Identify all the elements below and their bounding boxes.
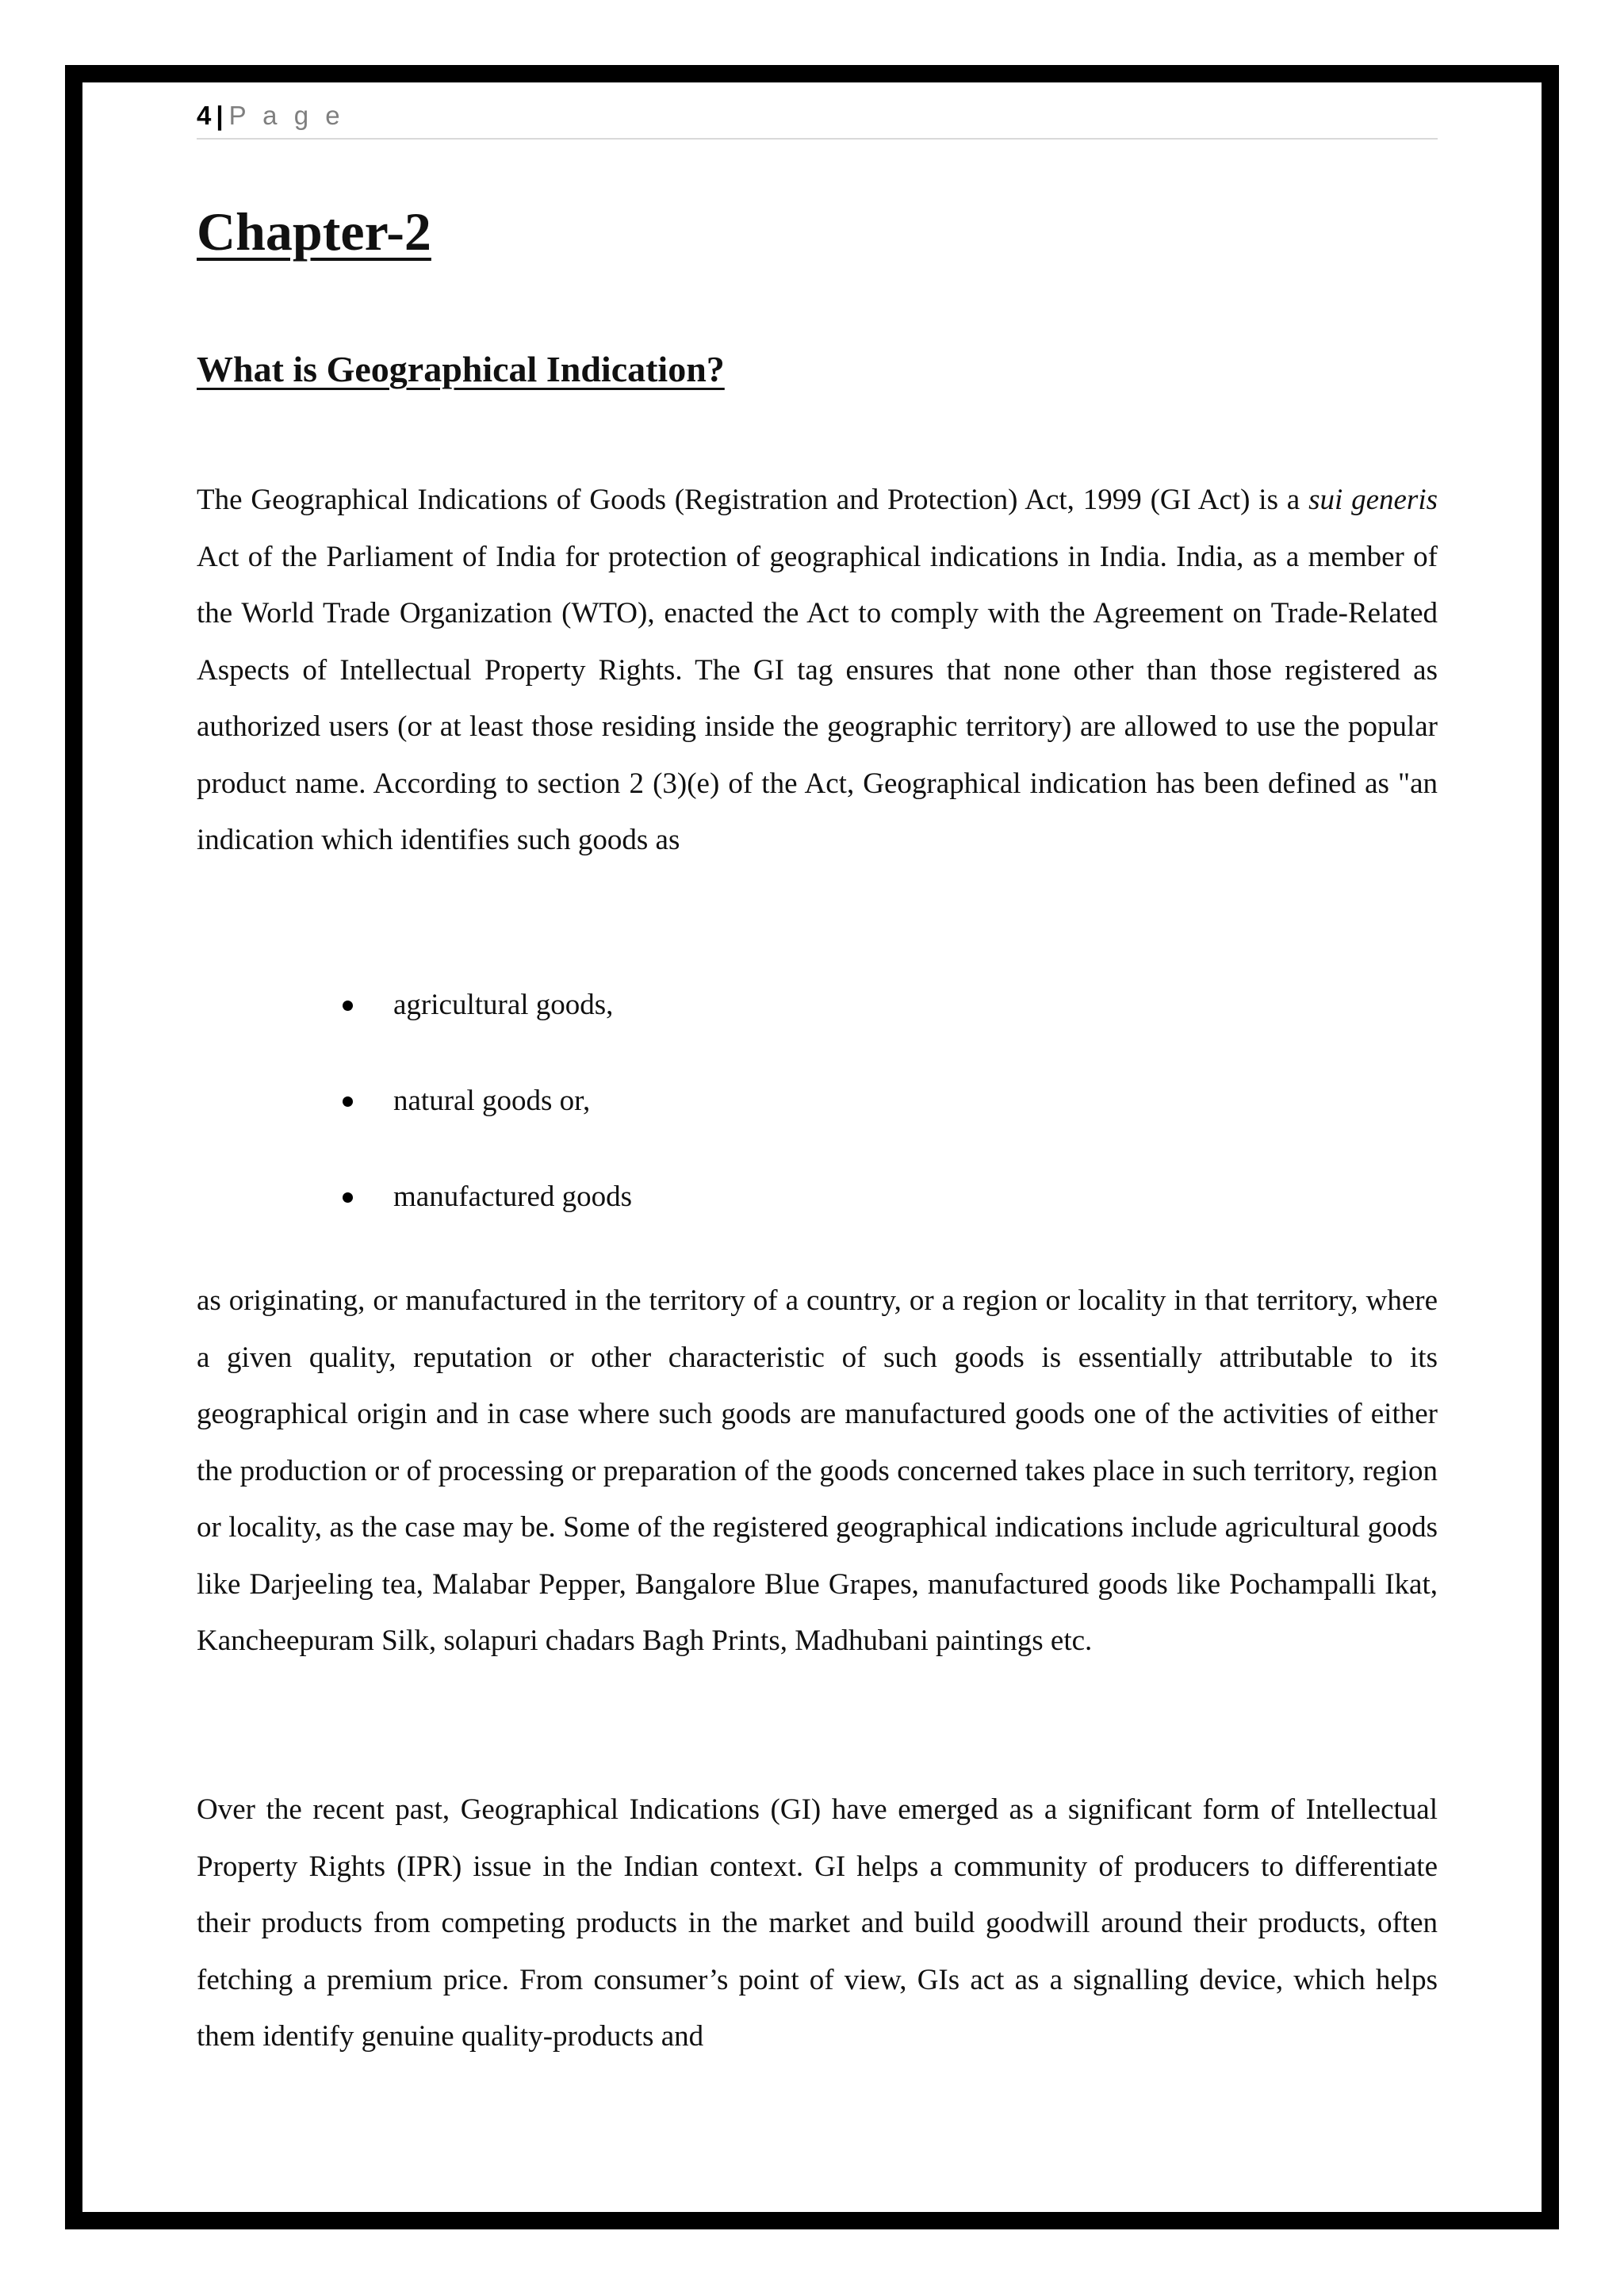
paragraph-3: Over the recent past, Geographical Indications (GI) have emerged as a significant form of Intellectual Property Rights (IPR) issue in the Indian context. GI helps a community of producers to differentiate their products from competing products in the market and build goodwill around their products, often fetching a premium price. From consumer’s point of view, GIs act as a signalling device, which helps them identify genuine quality-products and <box>197 1793 1438 2053</box>
paragraph-1 <box>197 472 1438 869</box>
paragraph-1-rest: Act of the Parliament of India for protection of geographical indications in India. India, as a member of the World Trade Organization (WTO), enacted the Act to comply with the Agreement on Trade-Related Aspects of Intellectual Property Rights. The GI tag ensures that none other than those registered as authorized users (or at least those residing inside the geographic territory) are allowed to use the popular product name. According to section 2 (3)(e) of the Act, Geographical indication has been defined as "an indication which identifies such goods as <box>197 540 1438 856</box>
list-item <box>343 1173 632 1269</box>
list-item <box>343 1077 632 1173</box>
page-label: P a g e <box>228 101 345 130</box>
list-item <box>343 982 632 1077</box>
list-item-text: manufactured goods <box>393 1181 633 1213</box>
paragraph-2: as originating, or manufactured in the territory of a country, or a region or locality in that territory, where a given quality, reputation or other characteristic of such goods is essentially attributable to its geographical origin and in case where such goods are manufactured goods one of the activities of either the production or of processing or preparation of the goods concerned takes place in such territory, region or locality, as the case may be. Some of the registered geographical indications include agricultural goods like Darjeeling tea, Malabar Pepper, Bangalore Blue Grapes, manufactured goods like Pochampalli Ikat, Kancheepuram Silk, solapuri chadars Bagh Prints, Madhubani paintings etc. <box>197 1284 1438 1657</box>
list-item-text: agricultural goods, <box>393 989 614 1021</box>
chapter-title: Chapter-2 <box>197 201 431 262</box>
bullet-icon <box>343 1001 353 1011</box>
bullet-icon <box>343 1096 353 1107</box>
paragraph-1-italic: sui generis <box>1308 484 1438 516</box>
bullet-list <box>343 982 632 1269</box>
paragraph-1-lead: The Geographical Indications of Goods (Registration and Protection) Act, 1999 (GI Act) is a <box>197 484 1309 516</box>
list-item-text: natural goods or, <box>393 1085 591 1117</box>
page-number: 4 <box>197 101 213 130</box>
page-header <box>197 98 1438 140</box>
section-heading: What is Geographical Indication? <box>197 349 725 389</box>
bullet-icon <box>343 1192 353 1203</box>
header-separator: | <box>216 101 226 130</box>
